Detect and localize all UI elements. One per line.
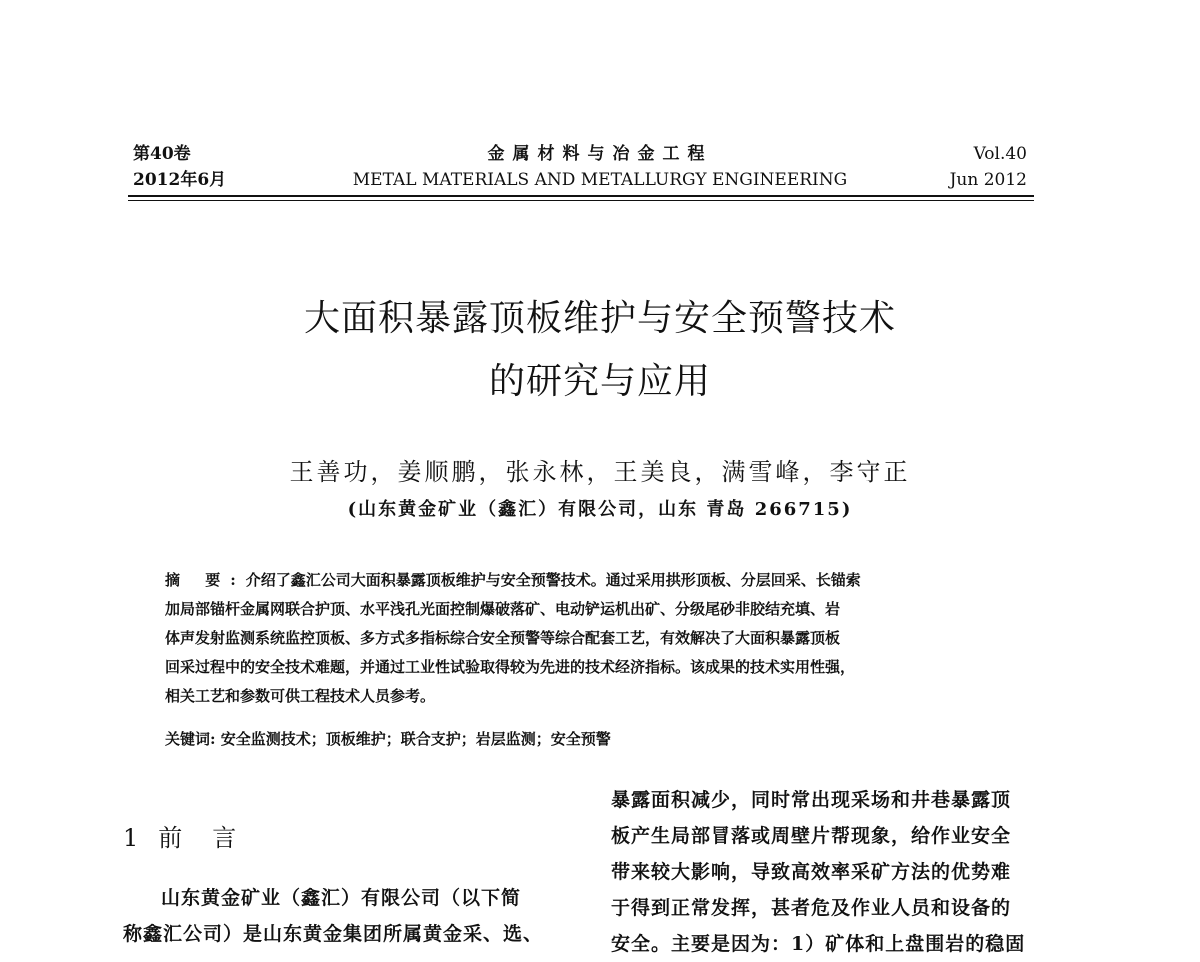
body-left-column [123, 880, 568, 952]
section-title: 前言 [158, 824, 267, 852]
paragraph-line: 暴露面积减少，同时常出现采场和井巷暴露顶 [611, 789, 1012, 811]
abstract-label: 摘 要: [165, 571, 246, 589]
volume-en: Vol.40 [973, 144, 1027, 164]
paragraph-line: 安全。主要是因为：1）矿体和上盘围岩的稳固 [611, 933, 1026, 955]
keywords-text: 安全监测技术；顶板维护；联合支护；岩层监测；安全预警 [220, 730, 611, 748]
paragraph-line: 称鑫汇公司）是山东黄金集团所属黄金采、选、 [123, 923, 544, 945]
issue-date-en: Jun 2012 [949, 170, 1027, 190]
abstract-line: 加局部锚杆金属网联合护顶、水平浅孔光面控制爆破落矿、电动铲运机出矿、分级尾砂非胶结充填、岩 [165, 600, 841, 618]
affiliation: (山东黄金矿业（鑫汇）有限公司，山东 青岛 266715) [347, 499, 853, 520]
abstract-line: 相关工艺和参数可供工程技术人员参考。 [165, 687, 436, 705]
paper-title-line-2: 的研究与应用 [488, 361, 711, 402]
issue-date-cn: 2012年6月 [133, 170, 227, 190]
header-rule-thin [128, 200, 1034, 201]
paper-title-line-1: 大面积暴露顶板维护与安全预警技术 [303, 298, 896, 339]
abstract-line: 体声发射监测系统监控顶板、多方式多指标综合安全预警等综合配套工艺，有效解决了大面积暴露顶板 [165, 629, 841, 647]
running-header-right [950, 141, 1027, 193]
journal-name-en: METAL MATERIALS AND METALLURGY ENGINEERING [352, 170, 848, 190]
journal-name-cn: 金属材料与冶金工程 [487, 144, 713, 164]
paragraph-line: 于得到正常发挥，甚者危及作业人员和设备的 [611, 897, 1012, 919]
paragraph-line: 带来较大影响，导致高效率采矿方法的优势难 [611, 861, 1012, 883]
abstract-line: 回采过程中的安全技术难题，并通过工业性试验取得较为先进的技术经济指标。该成果的技术实用性强， [165, 658, 856, 676]
section-number: 1 [123, 824, 139, 852]
body-right-column [611, 782, 1051, 962]
abstract-block [165, 566, 1035, 711]
abstract-line: 摘 要:介绍了鑫汇公司大面积暴露顶板维护与安全预警技术。通过采用拱形顶板、分层回采、长锚索 [165, 571, 861, 589]
paragraph-line: 山东黄金矿业（鑫汇）有限公司（以下简 [161, 887, 522, 909]
volume-label: 第40卷 [133, 144, 191, 164]
keywords-block [165, 728, 1035, 749]
author-list: 王善功，姜顺鹏，张永林，王美良，满雪峰，李守正 [289, 458, 911, 486]
section-heading [123, 818, 266, 853]
header-rule-thick [128, 195, 1034, 197]
paragraph-line: 板产生局部冒落或周壁片帮现象，给作业安全 [611, 825, 1012, 847]
keywords-label: 关键词: [165, 730, 216, 748]
